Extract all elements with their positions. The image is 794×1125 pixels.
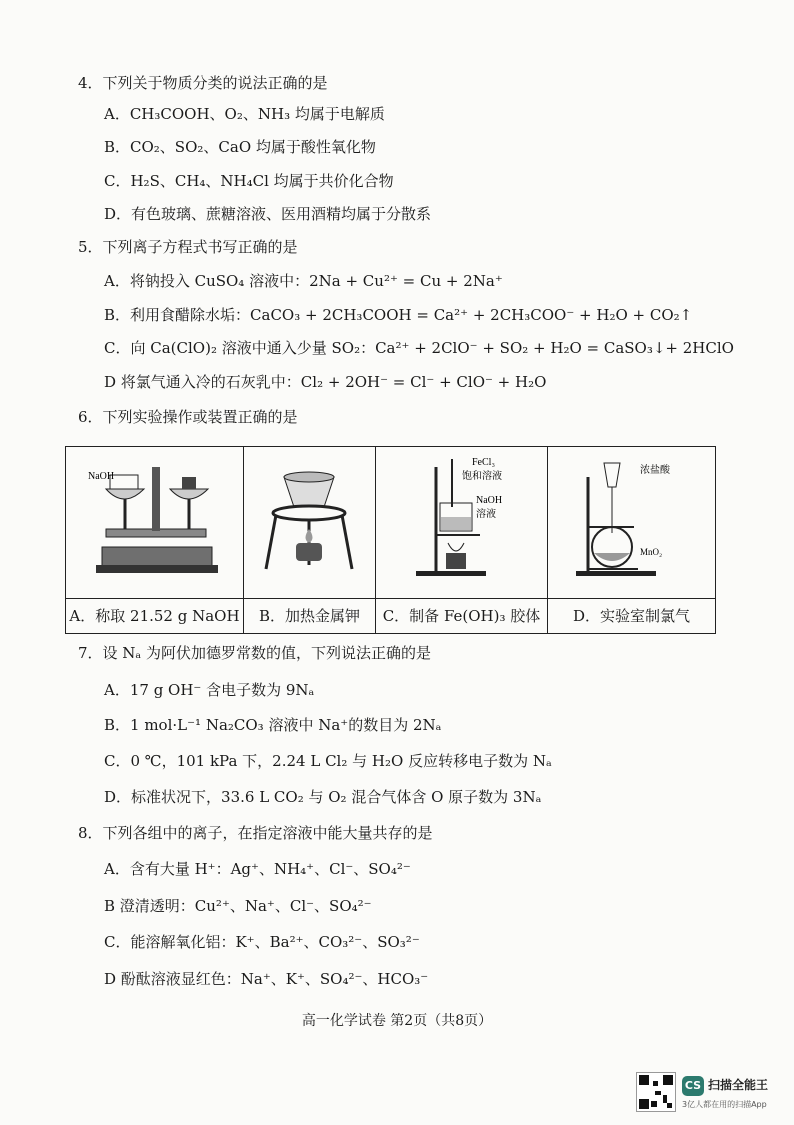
hcl-label: 浓盐酸 [640,465,670,476]
q8-option-c: C．能溶解氧化铝：K⁺、Ba²⁺、CO₃²⁻、SO₃²⁻ [104,933,420,951]
q5-option-b: B．利用食醋除水垢：CaCO₃ + 2CH₃COOH = Ca²⁺ + 2CH₃COO⁻ + H₂O + CO₂↑ [104,306,693,324]
caption-b: B．加热金属钾 [244,598,375,633]
q7-stem: 7．设 Nₐ 为阿伏加德罗常数的值，下列说法正确的是 [78,644,431,662]
scanner-watermark [636,1072,786,1112]
q4-option-d: D．有色玻璃、蔗糖溶液、医用酒精均属于分散系 [104,205,432,223]
q4-option-a: A．CH₃COOH、O₂、NH₃ 均属于电解质 [104,105,385,123]
page-footer: 高一化学试卷 第2页（共8页） [301,1013,493,1029]
caption-c: C．制备 Fe(OH)₃ 胶体 [376,598,547,633]
q8-stem: 8．下列各组中的离子，在指定溶液中能大量共存的是 [78,824,433,842]
balance-drawing [66,447,242,601]
apparatus-cell-d [548,447,715,633]
apparatus-cell-a [66,447,244,633]
caption-d: D．实验室制氯气 [548,598,715,633]
q7-option-b: B．1 mol·L⁻¹ Na₂CO₃ 溶液中 Na⁺的数目为 2Nₐ [104,716,442,734]
crucible-drawing [244,447,374,601]
q5-option-d: D 将氯气通入冷的石灰乳中：Cl₂ + 2OH⁻ = Cl⁻ + ClO⁻ + H₂O [104,373,547,391]
q5-option-c: C．向 Ca(ClO)₂ 溶液中通入少量 SO₂：Ca²⁺ + 2ClO⁻ + SO₂ + H₂O = CaSO₃↓+ 2HClO [104,339,734,357]
colloid-setup-drawing [376,447,546,601]
q8-option-d: D 酚酞溶液显红色：Na⁺、K⁺、SO₄²⁻、HCO₃⁻ [104,970,429,988]
camscanner-name: 扫描全能王 [708,1078,769,1092]
mno2-label: MnO₂ [640,547,663,557]
q7-option-d: D．标准状况下，33.6 L CO₂ 与 O₂ 混合气体含 O 原子数为 3Nₐ [104,788,542,806]
naoh-solution-label: 溶液 [476,509,496,520]
camscanner-logo-icon: CS [682,1076,704,1096]
apparatus-table [65,446,716,634]
q4-stem: 4．下列关于物质分类的说法正确的是 [78,74,328,92]
camscanner-tagline: 3亿人都在用的扫描App [682,1100,767,1109]
apparatus-cell-c [376,447,548,633]
qr-code-icon [636,1072,676,1112]
q5-stem: 5．下列离子方程式书写正确的是 [78,238,298,256]
caption-a: A．称取 21.52 g NaOH [66,598,243,633]
q7-option-c: C．0 ℃，101 kPa 下，2.24 L Cl₂ 与 H₂O 反应转移电子数为 Nₐ [104,752,552,770]
q8-option-a: A．含有大量 H⁺：Ag⁺、NH₄⁺、Cl⁻、SO₄²⁻ [104,860,411,878]
fecl3-saturated-label: 饱和溶液 [462,471,502,482]
naoh-label-a: NaOH [88,471,115,482]
q4-option-b: B．CO₂、SO₂、CaO 均属于酸性氧化物 [104,138,376,156]
fecl3-label: FeCl₃ [472,457,495,468]
q4-option-c: C．H₂S、CH₄、NH₄Cl 均属于共价化合物 [104,172,394,190]
q5-option-a: A．将钠投入 CuSO₄ 溶液中：2Na + Cu²⁺ = Cu + 2Na⁺ [104,272,503,290]
q6-stem: 6．下列实验操作或装置正确的是 [78,408,298,426]
naoh-label-c: NaOH [476,495,503,506]
q8-option-b: B 澄清透明：Cu²⁺、Na⁺、Cl⁻、SO₄²⁻ [104,897,372,915]
chlorine-generator-drawing [548,447,714,601]
q7-option-a: A．17 g OH⁻ 含电子数为 9Nₐ [104,681,315,699]
apparatus-cell-b [244,447,376,633]
